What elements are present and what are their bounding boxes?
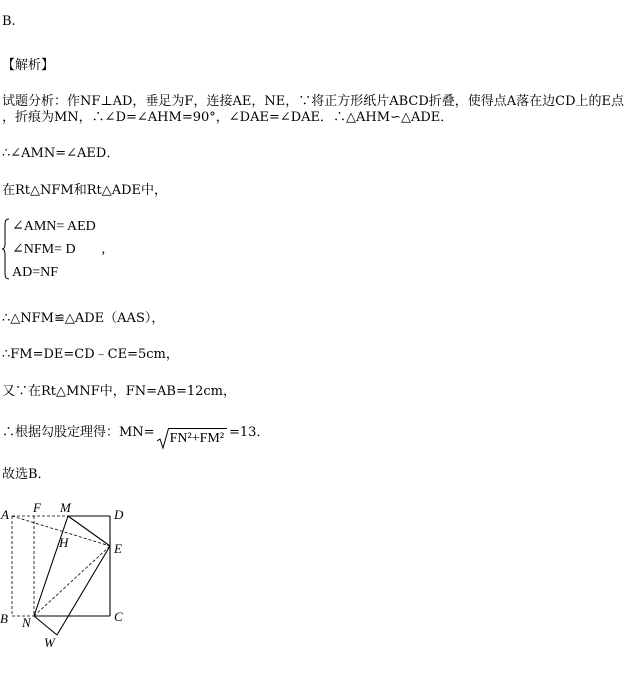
radical-sign-icon <box>157 428 169 450</box>
label-n: N <box>22 615 31 630</box>
mn-line <box>2 425 269 447</box>
system-row-2 <box>12 241 105 259</box>
segment-ew <box>57 546 110 635</box>
label-m: M <box>60 500 71 515</box>
system-row-3: AD=NF <box>12 265 59 280</box>
label-f: F <box>33 500 41 515</box>
segment-me <box>68 516 110 546</box>
sqrt-expression <box>157 428 227 447</box>
segment-mn-crease <box>34 516 68 616</box>
analysis-paragraph-1: 试题分析：作NF⊥AD，垂足为F，连接AE，NE，∵将正方形纸片ABCD折叠，使得点A落在边CD上的E点 <box>2 94 624 109</box>
label-h: H <box>59 535 69 550</box>
system-row-2-comma: , <box>101 242 106 257</box>
answer-line: B. <box>2 14 16 29</box>
angle-equality-line: ∴∠AMN=∠AED． <box>2 146 120 161</box>
label-e: E <box>114 541 122 556</box>
analysis-heading: 【解析】 <box>2 58 55 73</box>
left-brace-icon <box>2 218 10 280</box>
congruent-line: ∴△NFM≌△ADE（AAS）， <box>2 311 165 326</box>
system-row-1: ∠AMN= AED <box>12 219 96 234</box>
label-c: C <box>114 609 123 624</box>
fm-line: ∴FM=DE=CD﹣CE=5cm， <box>2 347 179 362</box>
segment-nw <box>34 616 57 635</box>
sqrt-radicand: FN²+FM² <box>168 428 227 447</box>
analysis-paragraph-2: ，折痕为MN，∴∠D=∠AHM=90°，∠DAE=∠DAE．∴△AHM∽△ADE． <box>2 110 454 125</box>
equation-system <box>2 216 162 282</box>
label-w: W <box>44 635 55 650</box>
mn-prefix: ∴根据勾股定理得：MN= <box>2 425 155 440</box>
conclusion-line: 故选B． <box>2 467 51 482</box>
label-b: B <box>0 611 8 626</box>
label-a: A <box>1 507 9 522</box>
geometry-figure <box>0 495 160 655</box>
label-d: D <box>114 507 124 522</box>
mn-suffix: =13． <box>229 425 270 440</box>
system-row-2-text: ∠NFM= D <box>12 242 76 257</box>
fn-line: 又∵在Rt△MNF中，FN=AB=12cm， <box>2 384 236 399</box>
triangles-line: 在Rt△NFM和Rt△ADE中， <box>2 183 168 198</box>
